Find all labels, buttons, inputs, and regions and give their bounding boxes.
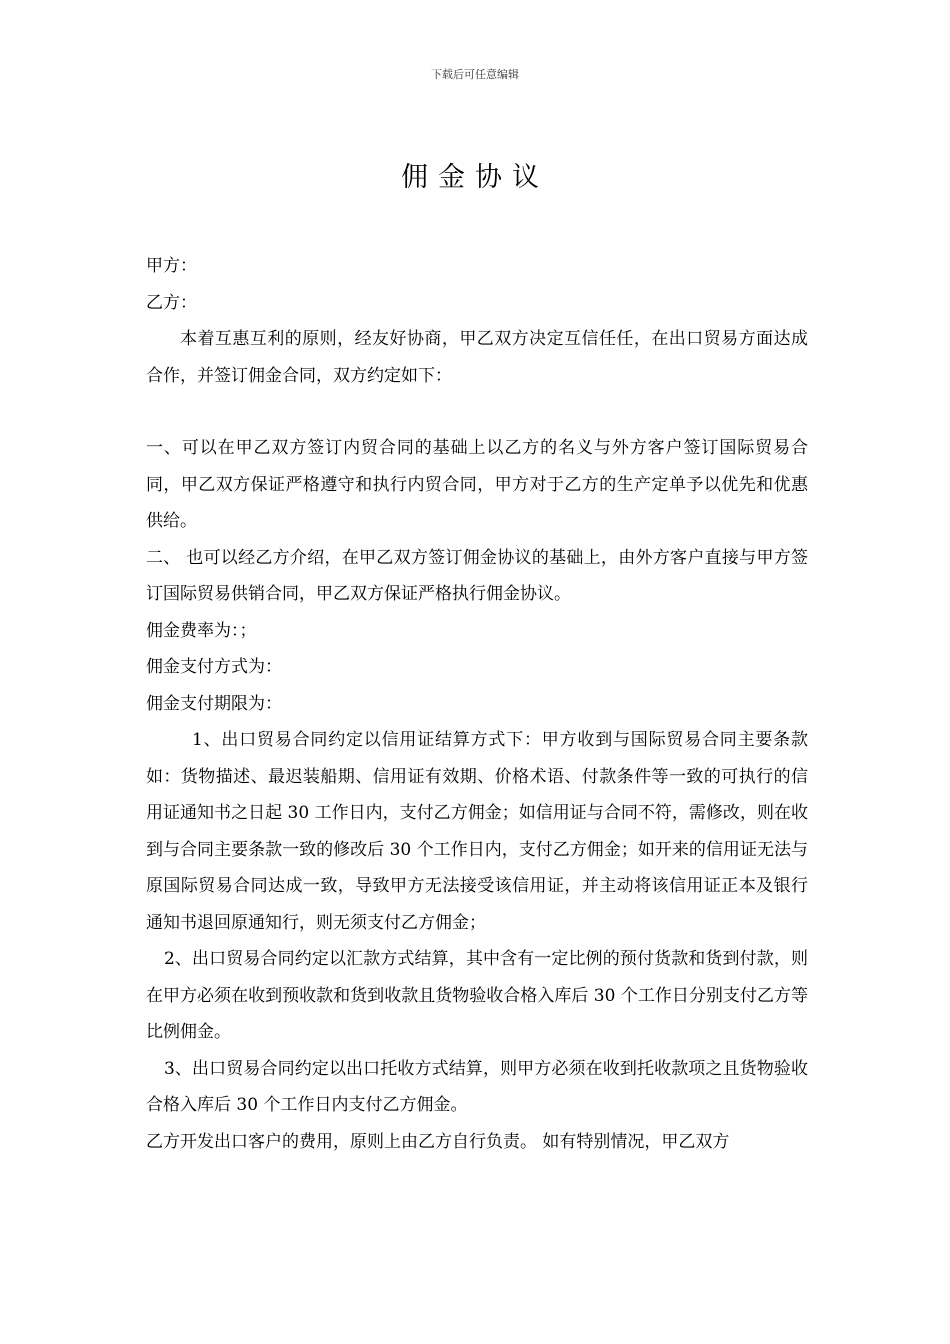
document-body — [146, 248, 808, 1160]
clause-2-paragraph: 二、 也可以经乙方介绍，在甲乙双方签订佣金协议的基础上，由外方客户直接与甲方签订国际贸易供销合同，甲乙双方保证严格执行佣金协议。 — [146, 547, 808, 604]
item-2-paragraph: 2、出口贸易合同约定以汇款方式结算，其中含有一定比例的预付货款和货到付款，则在甲方必须在收到预收款和货到收款且货物验收合格入库后 30 个工作日分别支付乙方等比例佣金。 — [146, 949, 808, 1042]
clause-1-paragraph: 一、可以在甲乙双方签订内贸合同的基础上以乙方的名义与外方客户签订国际贸易合同，甲乙双方保证严格遵守和执行内贸合同，甲方对于乙方的生产定单予以优先和优惠供给。 — [146, 438, 808, 531]
expense-paragraph: 乙方开发出口客户的费用，原则上由乙方自行负责。 如有特别情况，甲乙双方 — [146, 1131, 730, 1152]
party-a-line: 甲方： — [146, 256, 197, 276]
item-3-paragraph: 3、出口贸易合同约定以出口托收方式结算，则甲方必须在收到托收款项之且货物验收合格入库后 30 个工作日内支付乙方佣金。 — [146, 1058, 808, 1115]
item-1-paragraph: 1、出口贸易合同约定以信用证结算方式下：甲方收到与国际贸易合同主要条款如：货物描述、最迟装船期、信用证有效期、价格术语、付款条件等一致的可执行的信用证通知书之日起 30 工作日内，支付乙方佣金；如信用证与合同不符，需修改，则在收到与合同主要条款一致的修改后 30 个工作日内，支付乙方佣金；如开来的信用证无法与原国际贸易合同达成一致，导致甲方无法接受该信用证，并主动将该信用证正本及银行通知书退回原通知行，则无须支付乙方佣金； — [146, 730, 808, 933]
party-b-line: 乙方： — [146, 292, 197, 313]
paragraph-gap — [146, 394, 808, 430]
intro-paragraph: 本着互惠互利的原则，经友好协商，甲乙双方决定互信任任，在出口贸易方面达成合作，并签订佣金合同，双方约定如下： — [146, 329, 808, 386]
payment-term-line: 佣金支付期限为： — [146, 693, 282, 714]
commission-rate-line: 佣金费率为：； — [146, 620, 257, 641]
payment-method-line: 佣金支付方式为： — [146, 657, 282, 677]
document-title: 佣金协议 — [401, 162, 549, 193]
header-note: 下载后可任意编辑 — [431, 68, 519, 81]
